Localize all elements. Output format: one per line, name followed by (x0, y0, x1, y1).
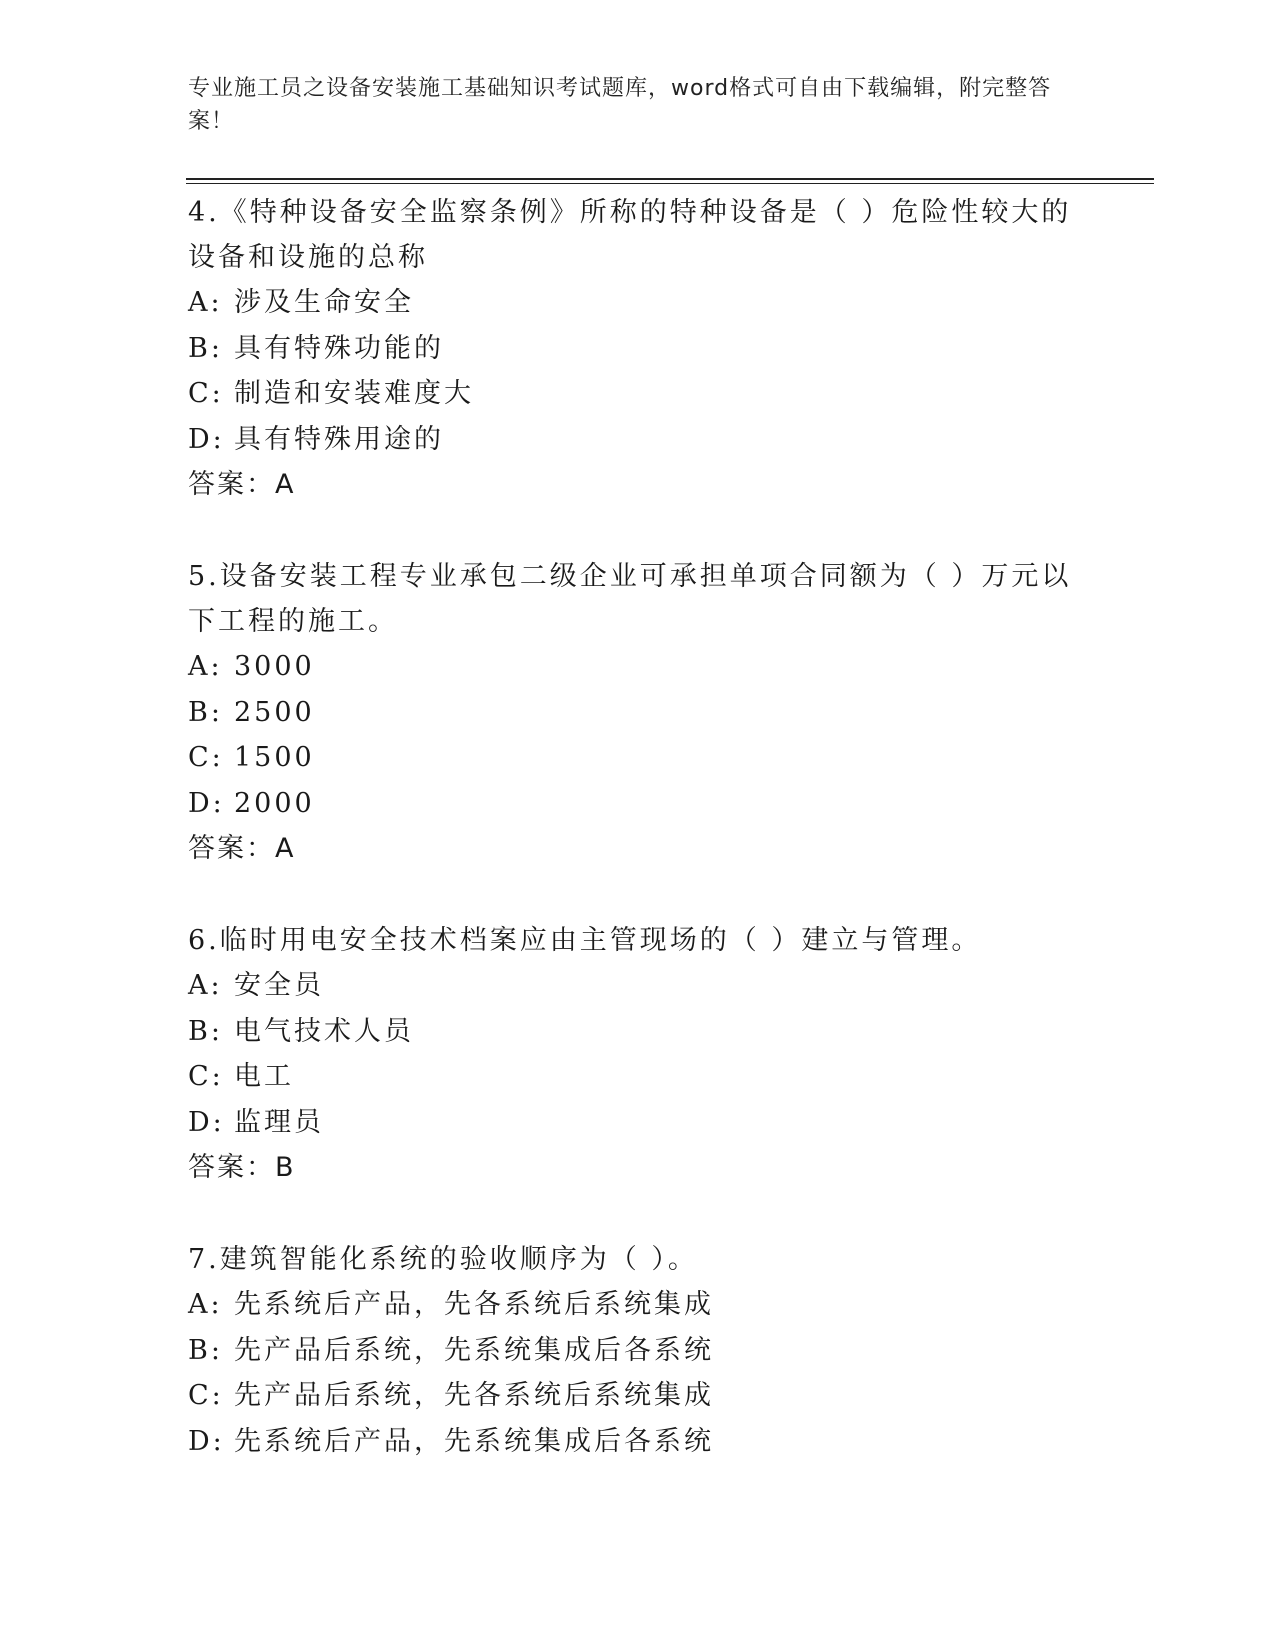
option-letter: A: (188, 1289, 223, 1320)
option-text: 先系统后产品，先各系统后系统集成 (234, 1289, 714, 1320)
option-text: 涉及生命安全 (234, 287, 414, 318)
option-text: 先产品后系统，先系统集成后各系统 (234, 1334, 714, 1366)
answer-line: 答案：A (188, 833, 296, 864)
option-letter: D: (188, 423, 225, 455)
option-text: 2000 (234, 787, 315, 819)
question-title: 4.《特种设备安全监察条例》所称的特种设备是（ ）危险性较大的设备和设施的总称 (188, 197, 1072, 273)
option-letter: B: (188, 1334, 223, 1366)
option-letter: C: (188, 1380, 224, 1411)
option-a (188, 644, 1088, 690)
option-letter: D: (188, 1425, 225, 1457)
answer-line: 答案：B (188, 1152, 296, 1183)
option-letter: B: (188, 1015, 223, 1047)
option-text: 先系统后产品，先系统集成后各系统 (234, 1425, 714, 1457)
option-b (188, 1009, 1088, 1055)
option-letter: A: (188, 287, 223, 318)
option-text: 1500 (234, 742, 315, 773)
option-letter: A: (188, 970, 223, 1001)
document-header: 专业施工员之设备安装施工基础知识考试题库，word格式可自由下载编辑，附完整答案！ (188, 76, 1052, 134)
option-letter: C: (188, 1061, 224, 1092)
header-rule-thick (186, 178, 1154, 180)
option-a (188, 280, 1088, 326)
question-5 (188, 554, 1088, 872)
question-7 (188, 1237, 1088, 1464)
option-text: 先产品后系统，先各系统后系统集成 (234, 1380, 714, 1411)
option-letter: D: (188, 787, 225, 819)
option-b (188, 690, 1088, 736)
option-text: 2500 (234, 696, 315, 728)
option-c (188, 371, 1088, 417)
option-text: 3000 (234, 651, 315, 682)
option-c (188, 1054, 1088, 1100)
answer-line: 答案：A (188, 469, 296, 500)
option-letter: B: (188, 332, 223, 364)
option-letter: C: (188, 378, 224, 409)
option-text: 监理员 (234, 1106, 324, 1138)
question-4 (188, 190, 1088, 508)
option-d (188, 1419, 1088, 1465)
option-text: 制造和安装难度大 (234, 378, 474, 409)
question-6 (188, 918, 1088, 1191)
option-b (188, 326, 1088, 372)
option-c (188, 735, 1088, 781)
option-d (188, 781, 1088, 827)
option-text: 安全员 (234, 970, 324, 1001)
option-b (188, 1328, 1088, 1374)
option-text: 具有特殊功能的 (234, 332, 444, 364)
option-a (188, 963, 1088, 1009)
question-list (188, 190, 1088, 1510)
option-letter: B: (188, 696, 223, 728)
option-letter: A: (188, 651, 223, 682)
question-title: 7.建筑智能化系统的验收顺序为（ ）。 (188, 1244, 698, 1275)
option-c (188, 1373, 1088, 1419)
option-a (188, 1282, 1088, 1328)
option-d (188, 1100, 1088, 1146)
option-d (188, 417, 1088, 463)
question-title: 5.设备安装工程专业承包二级企业可承担单项合同额为（ ）万元以下工程的施工。 (188, 561, 1072, 637)
header-rule-thin (186, 183, 1154, 184)
option-text: 电气技术人员 (234, 1015, 414, 1047)
option-letter: D: (188, 1106, 225, 1138)
question-title: 6.临时用电安全技术档案应由主管现场的（ ）建立与管理。 (188, 925, 982, 956)
option-text: 电工 (234, 1061, 294, 1092)
option-letter: C: (188, 742, 224, 773)
option-text: 具有特殊用途的 (234, 423, 444, 455)
